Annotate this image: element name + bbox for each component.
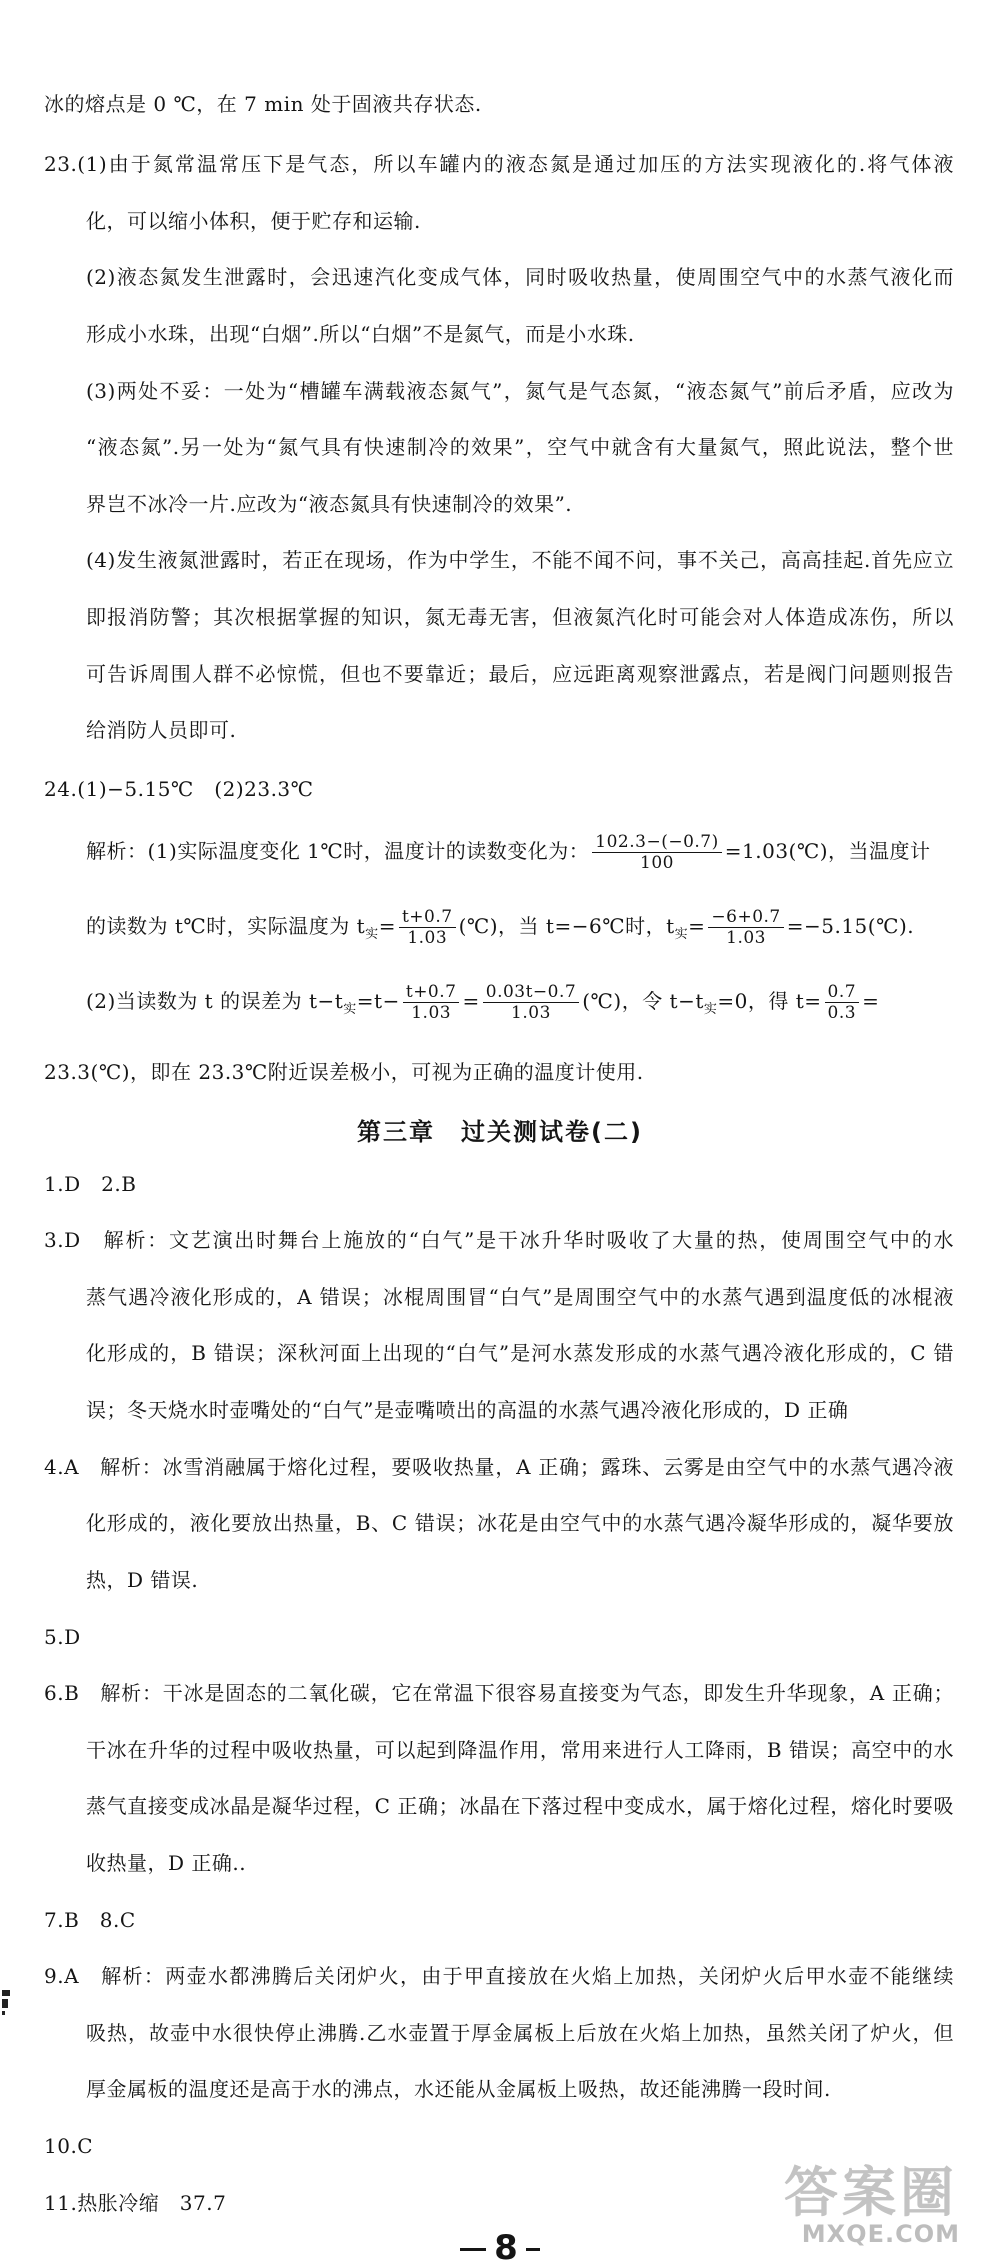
fraction: $\frac{-6+0.7}{1.03}$ xyxy=(708,907,783,948)
text-line: 蒸气直接变成冰晶是凝华过程，C 正确；冰晶在下落过程中变成水，属于熔化过程，熔化时要吸 xyxy=(86,1794,954,1818)
text-line: 收热量，D 正确.. xyxy=(86,1851,247,1875)
formula-line-3: (2)当读数为 t 的误差为 $t-t_实=t-$ $\frac{t+0.7}{1.03}$ = $\frac{0.03t-0.7}{1.03}$ (℃)，令 $t-t_实=0$，得 t= $\frac{0.7}{0.3}$ = xyxy=(86,982,880,1023)
page-number: 8 xyxy=(0,2228,1000,2268)
text-line: 吸热，故壶中水很快停止沸腾.乙水壶置于厚金属板上后放在火焰上加热，虽然关闭了炉火，但 xyxy=(86,2021,954,2045)
text-line: 化，可以缩小体积，便于贮存和运输. xyxy=(86,209,421,233)
answer-11: 11.热胀冷缩 37.7 xyxy=(44,2191,227,2215)
answer-9: 9.A 解析：两壶水都沸腾后关闭炉火，由于甲直接放在火焰上加热，关闭炉火后甲水壶不能继续 xyxy=(44,1964,954,1988)
formula-line-2: 的读数为 t℃时，实际温度为 $t_实=$ $\frac{t+0.7}{1.03}$ (℃)，当 t=−6℃时，$t_实=$ $\frac{-6+0.7}{1.03}$ =−5.15(℃). xyxy=(86,907,915,948)
answer-23-part3: (3)两处不妥：一处为“槽罐车满载液态氮气”，氮气是气态氮，“液态氮气”前后矛盾，应改为 xyxy=(86,379,954,403)
page-dash xyxy=(526,2248,540,2251)
text-line: 23.3(℃)，即在 23.3℃附近误差极小，可视为正确的温度计使用. xyxy=(44,1060,644,1084)
text-line: 冰的熔点是 0 ℃，在 7 min 处于固液共存状态. xyxy=(44,92,482,116)
answer-23-part4: (4)发生液氮泄露时，若正在现场，作为中学生，不能不闻不问，事不关己，高高挂起.首先应立 xyxy=(86,548,954,572)
answer-10: 10.C xyxy=(44,2134,94,2158)
text-line: 化形成的，B 错误；深秋河面上出现的“白气”是河水蒸发形成的水蒸气遇冷液化形成的，C 错 xyxy=(86,1341,954,1365)
text-line: 形成小水珠，出现“白烟”.所以“白烟”不是氮气，而是小水珠. xyxy=(86,322,635,346)
fraction: $\frac{t+0.7}{1.03}$ xyxy=(403,982,460,1023)
fraction: $\frac{102.3-(-0.7)}{100}$ xyxy=(592,832,721,873)
formula-line-1: 解析：(1)实际温度变化 1℃时，温度计的读数变化为： $\frac{102.3-(-0.7)}{100}$ =1.03(℃)，当温度计 xyxy=(86,832,931,873)
answer-1-2: 1.D 2.B xyxy=(44,1172,137,1196)
text-line: 热，D 错误. xyxy=(86,1568,199,1592)
text-line: 界岂不冰冷一片.应改为“液态氮具有快速制冷的效果”. xyxy=(86,492,573,516)
answer-4: 4.A 解析：冰雪消融属于熔化过程，要吸收热量，A 正确；露珠、云雾是由空气中的水蒸气遇冷液 xyxy=(44,1455,954,1479)
text-line: 可告诉周围人群不必惊慌，但也不要靠近；最后，应远距离观察泄露点，若是阀门问题则报告 xyxy=(86,662,954,686)
text-line: 厚金属板的温度还是高于水的沸点，水还能从金属板上吸热，故还能沸腾一段时间. xyxy=(86,2077,831,2101)
answer-6: 6.B 解析：干冰是固态的二氧化碳，它在常温下很容易直接变为气态，即发生升华现象，A 正确； xyxy=(44,1681,954,1705)
page-dash xyxy=(460,2248,486,2251)
text-line: 即报消防警；其次根据掌握的知识，氮无毒无害，但液氮汽化时可能会对人体造成冻伤，所以 xyxy=(86,605,954,629)
watermark-url: MXQE.COM xyxy=(801,2220,960,2248)
text-line: 蒸气遇冷液化形成的，A 错误；冰棍周围冒“白气”是周围空气中的水蒸气遇到温度低的冰棍液 xyxy=(86,1285,954,1309)
text-line: 误；冬天烧水时壶嘴处的“白气”是壶嘴喷出的高温的水蒸气遇冷液化形成的，D 正确 xyxy=(86,1398,849,1422)
fraction: $\frac{0.7}{0.3}$ xyxy=(825,982,860,1023)
text-line: 化形成的，液化要放出热量，B、C 错误；冰花是由空气中的水蒸气遇冷凝华形成的，凝华要放 xyxy=(86,1511,954,1535)
margin-mark xyxy=(2,1990,12,2018)
text-line: 干冰在升华的过程中吸收热量，可以起到降温作用，常用来进行人工降雨，B 错误；高空中的水 xyxy=(86,1738,954,1762)
answer-5: 5.D xyxy=(44,1625,81,1649)
answer-23-part1: 23.(1)由于氮常温常压下是气态，所以车罐内的液态氮是通过加压的方法实现液化的.将气体液 xyxy=(44,152,954,176)
text-line: 给消防人员即可. xyxy=(86,718,237,742)
answer-23-part2: (2)液态氮发生泄露时，会迅速汽化变成气体，同时吸收热量，使周围空气中的水蒸气液化而 xyxy=(86,265,954,289)
fraction: $\frac{t+0.7}{1.03}$ xyxy=(399,907,456,948)
text-line: “液态氮”.另一处为“氮气具有快速制冷的效果”，空气中就含有大量氮气，照此说法，整个世 xyxy=(86,435,954,459)
answer-24: 24.(1)−5.15℃ (2)23.3℃ xyxy=(44,777,314,801)
answer-7-8: 7.B 8.C xyxy=(44,1908,136,1932)
fraction: $\frac{0.03t-0.7}{1.03}$ xyxy=(483,982,579,1023)
answer-3: 3.D 解析：文艺演出时舞台上施放的“白气”是干冰升华时吸收了大量的热，使周围空气中的水 xyxy=(44,1228,954,1252)
watermark-logo: 答案圈 xyxy=(784,2161,958,2224)
watermark xyxy=(736,2150,966,2260)
section-title: 第三章 过关测试卷(二) xyxy=(357,1118,643,1146)
